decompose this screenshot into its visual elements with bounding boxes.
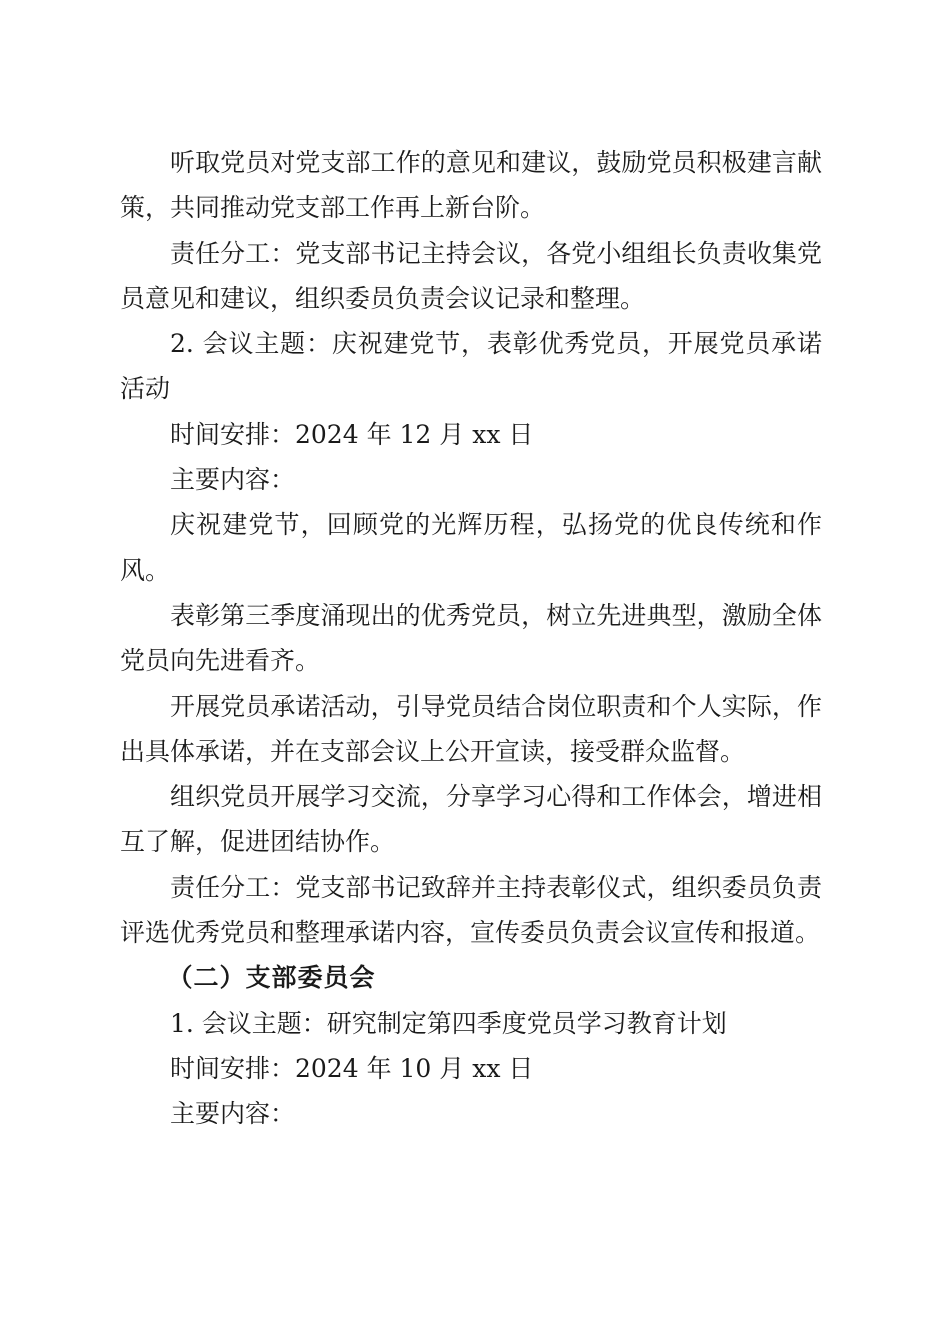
paragraph-main-content-label: 主要内容： <box>170 465 296 495</box>
paragraph-meeting-topic-1: 1. 会议主题：研究制定第四季度党员学习教育计划 <box>170 1008 727 1038</box>
paragraph-member-opinions: 听取党员对党支部工作的意见和建议，鼓励党员积极建言献策，共同推动党支部工作再上新台阶。 <box>120 148 822 223</box>
paragraph-commitment-activity: 开展党员承诺活动，引导党员结合岗位职责和个人实际，作出具体承诺，并在支部会议上公开宣读，接受群众监督。 <box>120 691 822 766</box>
paragraph-schedule-dec: 时间安排：2024 年 12 月 xx 日 <box>170 419 534 449</box>
paragraph-celebrate-party: 庆祝建党节，回顾党的光辉历程，弘扬党的优良传统和作风。 <box>120 510 822 585</box>
paragraph-meeting-topic-2: 2. 会议主题：庆祝建党节，表彰优秀党员，开展党员承诺活动 <box>120 329 822 404</box>
paragraph-commend-members: 表彰第三季度涌现出的优秀党员，树立先进典型，激励全体党员向先进看齐。 <box>120 600 822 676</box>
paragraph-responsibility-2: 责任分工：党支部书记致辞并主持表彰仪式，组织委员负责评选优秀党员和整理承诺内容，宣传委员负责会议宣传和报道。 <box>120 872 822 948</box>
paragraph-responsibility-1: 责任分工：党支部书记主持会议，各党小组组长负责收集党员意见和建议，组织委员负责会议记录和整理。 <box>120 238 822 313</box>
section-heading-branch-committee: （二）支部委员会 <box>167 963 376 993</box>
document-body <box>120 140 822 1137</box>
paragraph-main-content-label-2: 主要内容： <box>170 1099 296 1129</box>
paragraph-study-exchange: 组织党员开展学习交流，分享学习心得和工作体会，增进相互了解，促进团结协作。 <box>120 782 822 857</box>
paragraph-schedule-oct: 时间安排：2024 年 10 月 xx 日 <box>170 1053 534 1083</box>
